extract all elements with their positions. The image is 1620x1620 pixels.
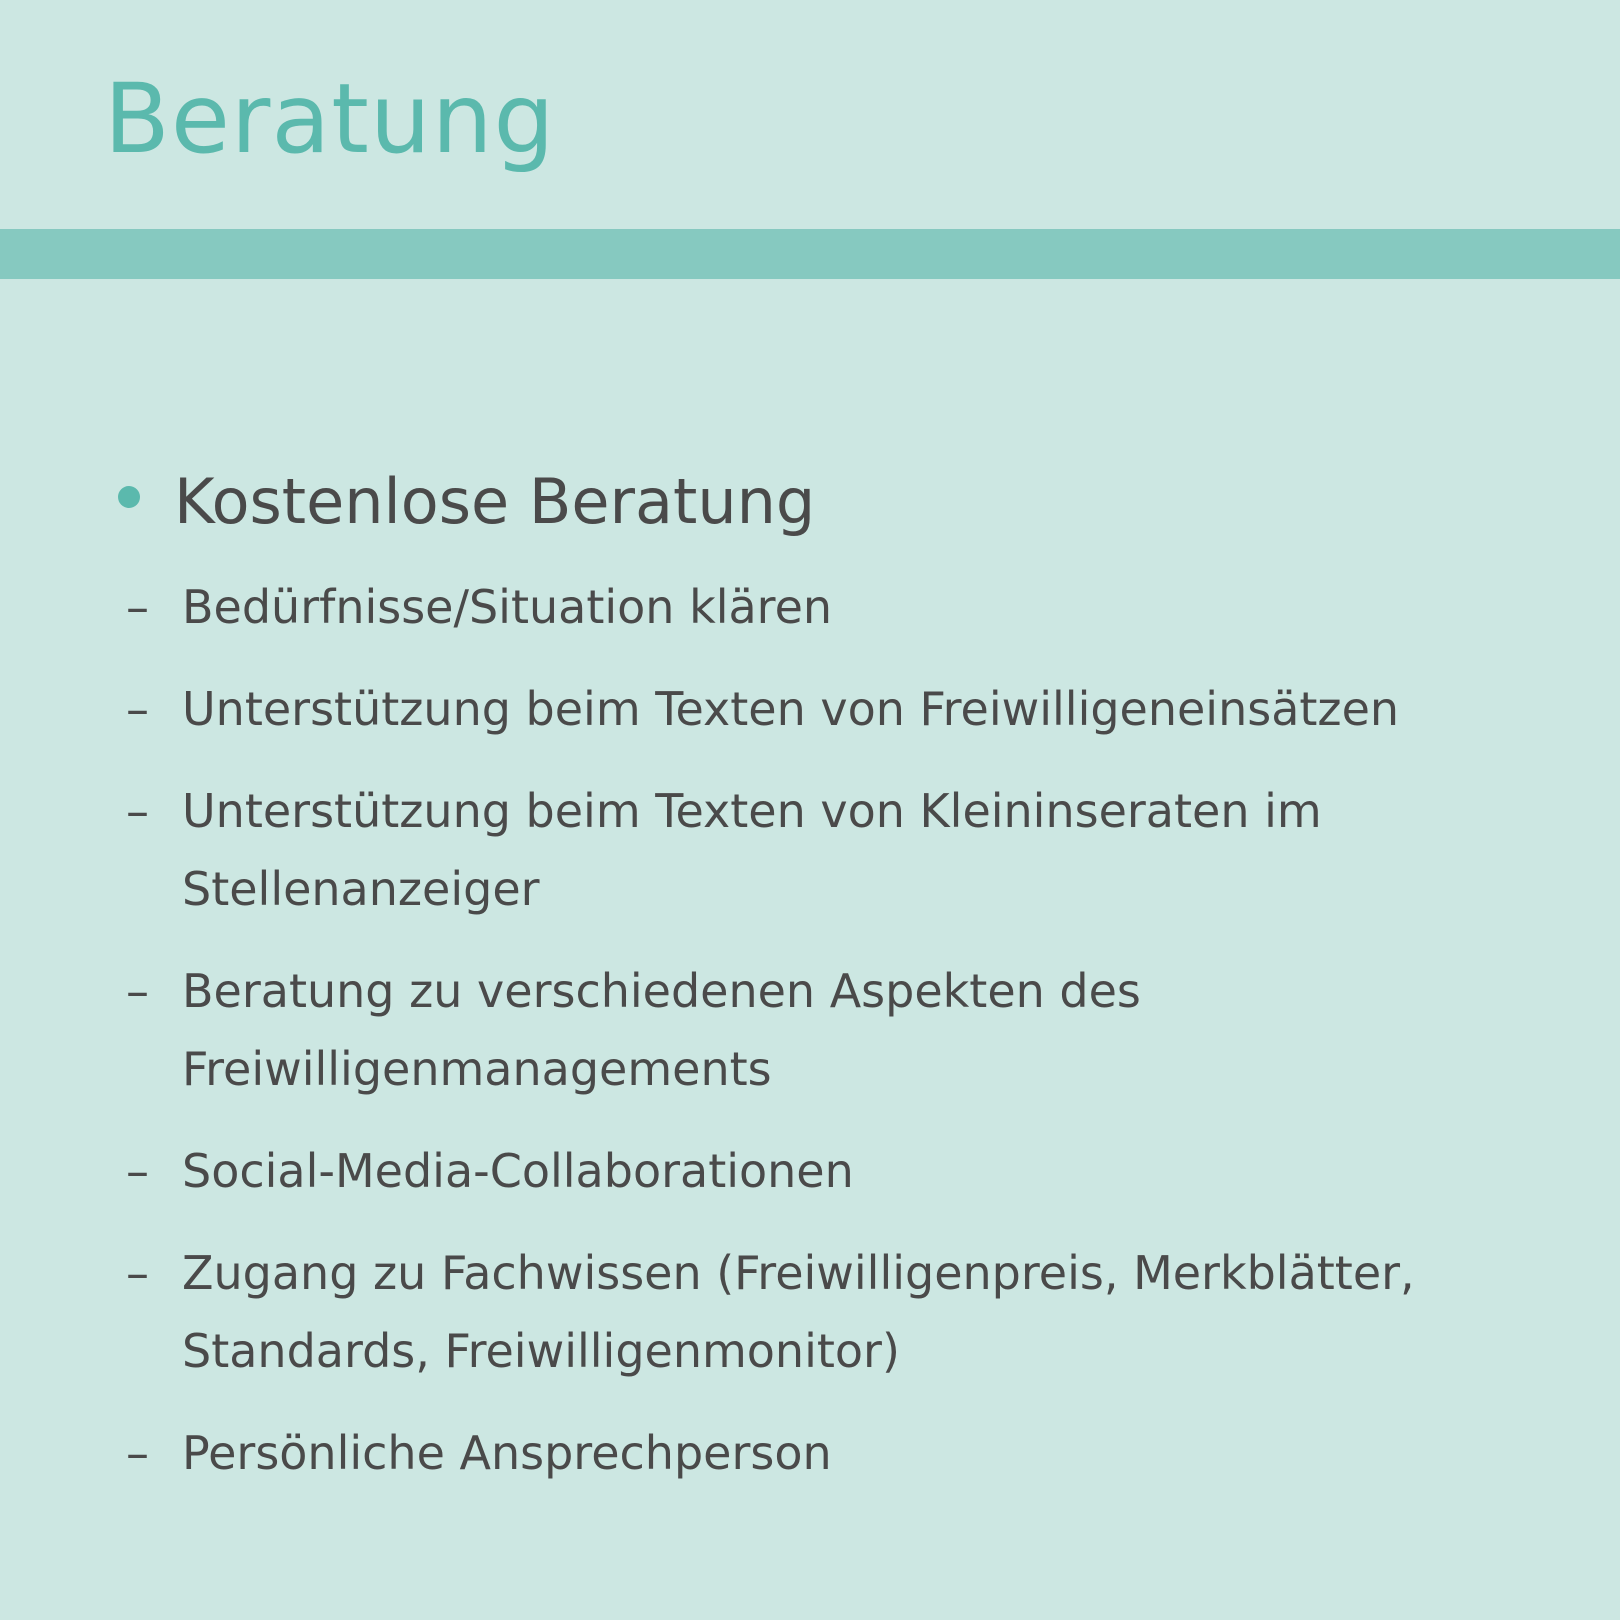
main-bullet [118,462,1558,542]
list-item-text: Social-Media-Collaborationen [182,1144,854,1198]
dash-icon: – [126,1144,149,1198]
title-divider-bar [0,229,1620,279]
list-item [118,670,1558,748]
list-item [118,568,1558,646]
sub-bullet-list [118,568,1558,1492]
list-item-text: Zugang zu Fachwissen (Freiwilligenpreis, Merkblätter, Standards, Freiwilligenmonitor) [182,1246,1415,1378]
dash-icon: – [126,682,149,736]
dash-icon: – [126,964,149,1018]
main-bullet-label: Kostenlose Beratung [174,465,816,538]
dash-icon: – [126,580,149,634]
list-item-text: Unterstützung beim Texten von Kleininseraten im Stellenanzeiger [182,784,1322,916]
list-item [118,1414,1558,1492]
list-item [118,1132,1558,1210]
slide-content [118,462,1558,1516]
list-item-text: Bedürfnisse/Situation klären [182,580,833,634]
list-item [118,1234,1558,1390]
list-item-text: Unterstützung beim Texten von Freiwilligeneinsätzen [182,682,1400,736]
list-item-text: Beratung zu verschiedenen Aspekten des Freiwilligenmanagements [182,964,1141,1096]
dash-icon: – [126,1426,149,1480]
list-item-text: Persönliche Ansprechperson [182,1426,832,1480]
list-item [118,772,1558,928]
slide-title: Beratung [104,63,556,175]
dash-icon: – [126,1246,149,1300]
list-item [118,952,1558,1108]
bullet-dot-icon [118,486,140,508]
dash-icon: – [126,784,149,838]
